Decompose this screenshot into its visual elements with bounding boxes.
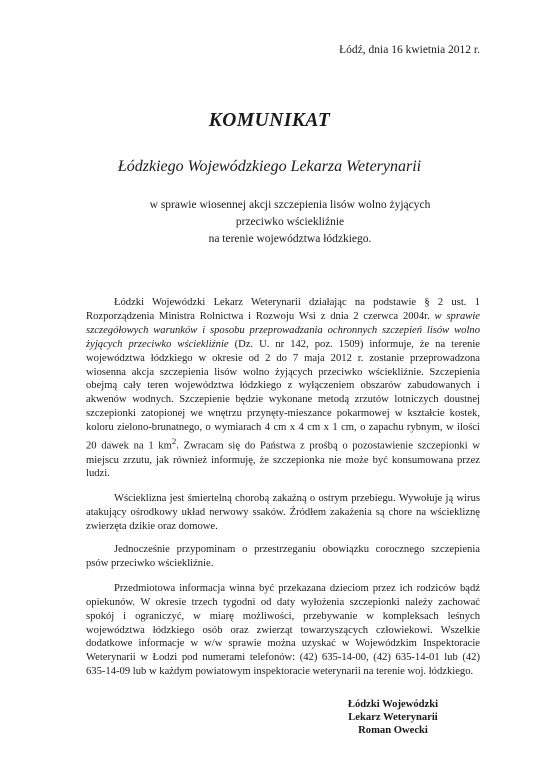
paragraph-text: (Dz. U. nr 142, poz. 1509) informuje, że na terenie województwa łódzkiego w okresie od 2 do 7 maja 2012 r. zostanie przeprowadzona wiosenna akcja szczepienia lisów wolno żyjących przeciwko wściekliźnie. Szczepienia obejmą cały teren województwa łódzkiego z wyłączeniem obszarów zabudowanych i akwenów wodnych. Szczepienie będzie wykonane metodą zrzutów lotniczych doustnej szczepionki zatopionej we wnętrzu przynęty-mieszance pokarmowej w kształcie kostek, koloru zielono-brunatnego, o wymiarach 4 cm x 4 cm x 1 cm, o zapachu rybnym, w ilości 20 dawek na 1 km [86,338,480,452]
document-title: KOMUNIKAT [208,110,331,131]
document-subject [80,197,500,248]
superscript: 2 [171,436,177,447]
signature-line: Lekarz Weterynarii [348,712,438,723]
subject-line: przeciwko wściekliźnie [235,216,345,228]
document-date: Łódź, dnia 16 kwietnia 2012 r. [339,44,480,56]
regulation-title: w sprawie szczegółowych warunków i sposobu przeprowadzania ochronnych szczepień lisów wolno żyjących przeciwko wściekliźnie [86,310,480,350]
body-paragraph: Wścieklizna jest śmiertelną chorobą zakaźną o ostrym przebiegu. Wywołuje ją wirus atakujący ośrodkowy układ nerwowy ssaków. Źródłem zakażenia są chore na wściekliznę zwierzęta dzikie oraz domowe. [86,493,480,533]
body-paragraph: Jednocześnie przypominam o przestrzeganiu obowiązku corocznego szczepienia psów przeciwko wściekliźnie. [86,544,480,569]
document-subtitle: Łódzkiego Wojewódzkiego Lekarza Weterynarii [117,158,422,175]
document-body [86,296,480,690]
body-paragraph: Przedmiotowa informacja winna być przekazana dzieciom przez ich rodziców bądź opiekunów. W okresie trzech tygodni od daty wyłożenia szczepionki należy zachować spokój i ograniczyć, w miarę możliwości, przebywanie w kompleksach leśnych województwa łódzkiego osób oraz zwierząt towarzyszących człowiekowi. Wszelkie dodatkowe informacje w w/w sprawie można uzyskać w Wojewódzkim Inspektoracie Weterynarii w Łodzi pod numerami telefonów: (42) 635-14-00, (42) 635-14-01 lub (42) 635-14-09 lub w każdym powiatowym inspektoracie weterynarii na terenie woj. łódzkiego. [86,582,480,678]
subject-line: na terenie województwa łódzkiego. [208,233,372,245]
signature-block [318,698,468,737]
signature-name: Roman Owecki [358,725,428,736]
signature-line: Łódzki Wojewódzki [347,699,439,710]
paragraph-text: . Zwracam się do Państwa z prośbą o pozostawienie szczepionki w miejscu zrzutu, jak również informuję, że szczepionka nie może być konsumowana przez ludzi. [86,440,480,480]
paragraph-text: Łódzki Wojewódzki Lekarz Weterynarii działając na podstawie § 2 ust. 1 Rozporządzenia Ministra Rolnictwa i Rozwoju Wsi z dnia 2 czerwca 2004r. [86,297,480,322]
subject-line: w sprawie wiosennej akcji szczepienia lisów wolno żyjących [149,199,431,211]
body-paragraph [86,296,480,481]
